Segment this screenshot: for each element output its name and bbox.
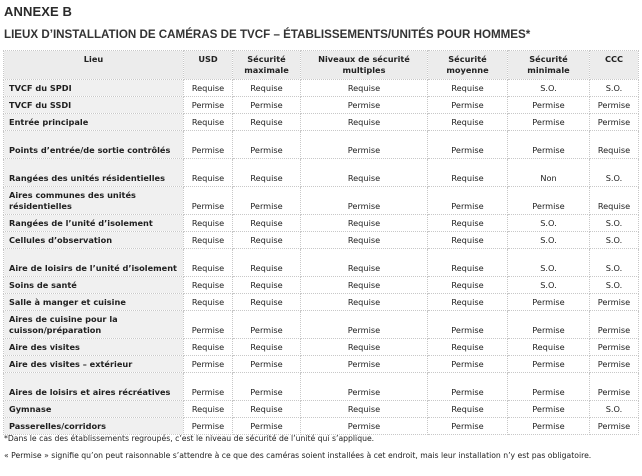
table-row — [4, 232, 639, 249]
column-header-lieu: Lieu — [4, 51, 184, 80]
cell-lieu: Aire des visites — [4, 339, 184, 356]
cell-usd: Permise — [184, 356, 233, 373]
cell-securite-minimale: Permise — [508, 311, 590, 339]
cell-securite-maximale: Requise — [233, 249, 301, 277]
cell-lieu: Salle à manger et cuisine — [4, 294, 184, 311]
table-row — [4, 114, 639, 131]
table-row — [4, 187, 639, 215]
cell-securite-maximale: Requise — [233, 215, 301, 232]
cell-niveaux-multiples: Requise — [301, 277, 428, 294]
cell-niveaux-multiples: Requise — [301, 215, 428, 232]
cell-securite-minimale: Permise — [508, 187, 590, 215]
column-header-ccc: CCC — [590, 51, 639, 80]
annex-title: ANNEXE B — [4, 4, 72, 19]
cell-securite-maximale: Permise — [233, 187, 301, 215]
cell-securite-maximale: Requise — [233, 339, 301, 356]
cell-niveaux-multiples: Permise — [301, 418, 428, 435]
cell-lieu: Soins de santé — [4, 277, 184, 294]
table-row — [4, 97, 639, 114]
cell-securite-moyenne: Permise — [428, 311, 508, 339]
cell-securite-minimale: Permise — [508, 294, 590, 311]
cell-usd: Requise — [184, 249, 233, 277]
footnote-regrouped: *Dans le cas des établissements regroupés, c’est le niveau de sécurité de l’unité qui s’applique. — [4, 434, 375, 443]
cell-securite-moyenne: Requise — [428, 249, 508, 277]
cell-usd: Permise — [184, 373, 233, 401]
column-header-securite-moyenne: Sécurité moyenne — [428, 51, 508, 80]
cell-lieu: Cellules d’observation — [4, 232, 184, 249]
table-title: LIEUX D’INSTALLATION DE CAMÉRAS DE TVCF – ÉTABLISSEMENTS/UNITÉS POUR HOMMES* — [4, 28, 531, 41]
cell-ccc: Permise — [590, 373, 639, 401]
cell-niveaux-multiples: Permise — [301, 373, 428, 401]
cell-lieu: Points d’entrée/de sortie contrôlés — [4, 131, 184, 159]
table-row — [4, 249, 639, 277]
cell-securite-moyenne: Requise — [428, 277, 508, 294]
table-row — [4, 294, 639, 311]
cell-usd: Requise — [184, 80, 233, 97]
cell-niveaux-multiples: Requise — [301, 80, 428, 97]
cell-niveaux-multiples: Permise — [301, 311, 428, 339]
table-row — [4, 131, 639, 159]
cell-niveaux-multiples: Requise — [301, 114, 428, 131]
cell-securite-minimale: S.O. — [508, 215, 590, 232]
cell-ccc: Permise — [590, 418, 639, 435]
table-row — [4, 277, 639, 294]
cell-securite-maximale: Permise — [233, 418, 301, 435]
cell-securite-minimale: Requise — [508, 339, 590, 356]
cell-usd: Permise — [184, 311, 233, 339]
cell-ccc: Requise — [590, 187, 639, 215]
cell-securite-minimale: Non — [508, 159, 590, 187]
cell-lieu: Aire de loisirs de l’unité d’isolement — [4, 249, 184, 277]
cell-securite-maximale: Requise — [233, 401, 301, 418]
cell-niveaux-multiples: Permise — [301, 187, 428, 215]
cell-securite-moyenne: Requise — [428, 401, 508, 418]
cell-niveaux-multiples: Permise — [301, 356, 428, 373]
table-row — [4, 401, 639, 418]
cell-securite-maximale: Permise — [233, 373, 301, 401]
cell-lieu: Aires de cuisine pour la cuisson/préparation — [4, 311, 184, 339]
cell-securite-maximale: Permise — [233, 356, 301, 373]
cell-usd: Requise — [184, 114, 233, 131]
cell-niveaux-multiples: Requise — [301, 159, 428, 187]
cell-ccc: Requise — [590, 131, 639, 159]
table-row — [4, 311, 639, 339]
cell-ccc: Permise — [590, 339, 639, 356]
cell-ccc: S.O. — [590, 159, 639, 187]
cell-ccc: S.O. — [590, 249, 639, 277]
cell-usd: Requise — [184, 232, 233, 249]
cell-securite-minimale: Permise — [508, 131, 590, 159]
footnote-permise-definition: « Permise » signifie qu’on peut raisonnable s’attendre à ce que des caméras soient installées à cet endroit, mais leur installation n’y est pas obligatoire. — [4, 451, 592, 460]
cell-securite-maximale: Requise — [233, 277, 301, 294]
cell-lieu: Aires communes des unités résidentielles — [4, 187, 184, 215]
table-row — [4, 339, 639, 356]
cell-securite-moyenne: Permise — [428, 97, 508, 114]
cell-securite-maximale: Permise — [233, 311, 301, 339]
cell-usd: Permise — [184, 418, 233, 435]
table-row — [4, 215, 639, 232]
cell-ccc: Permise — [590, 356, 639, 373]
cell-ccc: Permise — [590, 97, 639, 114]
cell-usd: Permise — [184, 187, 233, 215]
cell-securite-moyenne: Requise — [428, 159, 508, 187]
cell-usd: Requise — [184, 159, 233, 187]
table-header-row — [4, 51, 639, 80]
cell-securite-moyenne: Requise — [428, 294, 508, 311]
cell-lieu: TVCF du SPDI — [4, 80, 184, 97]
cell-securite-minimale: Permise — [508, 401, 590, 418]
cell-niveaux-multiples: Requise — [301, 232, 428, 249]
cell-lieu: Rangées de l’unité d’isolement — [4, 215, 184, 232]
cell-ccc: Permise — [590, 114, 639, 131]
cell-ccc: Permise — [590, 294, 639, 311]
cell-usd: Permise — [184, 131, 233, 159]
footnotes — [4, 433, 640, 467]
cell-ccc: S.O. — [590, 215, 639, 232]
cell-securite-moyenne: Permise — [428, 356, 508, 373]
cell-usd: Requise — [184, 294, 233, 311]
cell-lieu: Gymnase — [4, 401, 184, 418]
table-row — [4, 373, 639, 401]
cell-securite-moyenne: Permise — [428, 131, 508, 159]
table-body — [4, 80, 639, 435]
cell-ccc: S.O. — [590, 277, 639, 294]
cell-securite-maximale: Requise — [233, 159, 301, 187]
cell-securite-maximale: Permise — [233, 131, 301, 159]
cell-securite-maximale: Permise — [233, 97, 301, 114]
cell-usd: Requise — [184, 215, 233, 232]
cell-securite-minimale: Permise — [508, 373, 590, 401]
cell-lieu: Aires de loisirs et aires récréatives — [4, 373, 184, 401]
cell-securite-minimale: Permise — [508, 418, 590, 435]
column-header-niveaux-multiples: Niveaux de sécurité multiples — [301, 51, 428, 80]
cell-securite-maximale: Requise — [233, 114, 301, 131]
cell-securite-moyenne: Requise — [428, 232, 508, 249]
cell-securite-moyenne: Permise — [428, 418, 508, 435]
cell-ccc: S.O. — [590, 232, 639, 249]
cell-securite-maximale: Requise — [233, 232, 301, 249]
cell-securite-moyenne: Requise — [428, 114, 508, 131]
cell-lieu: TVCF du SSDI — [4, 97, 184, 114]
cell-usd: Requise — [184, 401, 233, 418]
cell-usd: Requise — [184, 339, 233, 356]
cell-securite-minimale: Permise — [508, 356, 590, 373]
cell-securite-moyenne: Permise — [428, 187, 508, 215]
camera-locations-table — [3, 50, 639, 435]
cell-niveaux-multiples: Requise — [301, 401, 428, 418]
column-header-usd: USD — [184, 51, 233, 80]
cell-niveaux-multiples: Requise — [301, 294, 428, 311]
cell-securite-minimale: S.O. — [508, 249, 590, 277]
cell-ccc: Permise — [590, 311, 639, 339]
cell-lieu: Rangées des unités résidentielles — [4, 159, 184, 187]
cell-usd: Requise — [184, 277, 233, 294]
cell-usd: Permise — [184, 97, 233, 114]
cell-lieu: Entrée principale — [4, 114, 184, 131]
cell-securite-maximale: Requise — [233, 80, 301, 97]
cell-lieu: Aire des visites – extérieur — [4, 356, 184, 373]
cell-securite-maximale: Requise — [233, 294, 301, 311]
cell-securite-moyenne: Requise — [428, 339, 508, 356]
cell-lieu: Passerelles/corridors — [4, 418, 184, 435]
cell-niveaux-multiples: Permise — [301, 131, 428, 159]
table-row — [4, 418, 639, 435]
table-row — [4, 159, 639, 187]
column-header-securite-minimale: Sécurité minimale — [508, 51, 590, 80]
cell-securite-moyenne: Requise — [428, 80, 508, 97]
table-row — [4, 80, 639, 97]
cell-niveaux-multiples: Requise — [301, 249, 428, 277]
column-header-securite-maximale: Sécurité maximale — [233, 51, 301, 80]
cell-securite-moyenne: Requise — [428, 215, 508, 232]
cell-securite-minimale: S.O. — [508, 232, 590, 249]
cell-securite-minimale: S.O. — [508, 277, 590, 294]
cell-ccc: S.O. — [590, 80, 639, 97]
table-row — [4, 356, 639, 373]
cell-securite-minimale: Permise — [508, 97, 590, 114]
cell-securite-moyenne: Permise — [428, 373, 508, 401]
cell-securite-minimale: Permise — [508, 114, 590, 131]
cell-niveaux-multiples: Requise — [301, 339, 428, 356]
cell-niveaux-multiples: Permise — [301, 97, 428, 114]
cell-ccc: S.O. — [590, 401, 639, 418]
cell-securite-minimale: S.O. — [508, 80, 590, 97]
